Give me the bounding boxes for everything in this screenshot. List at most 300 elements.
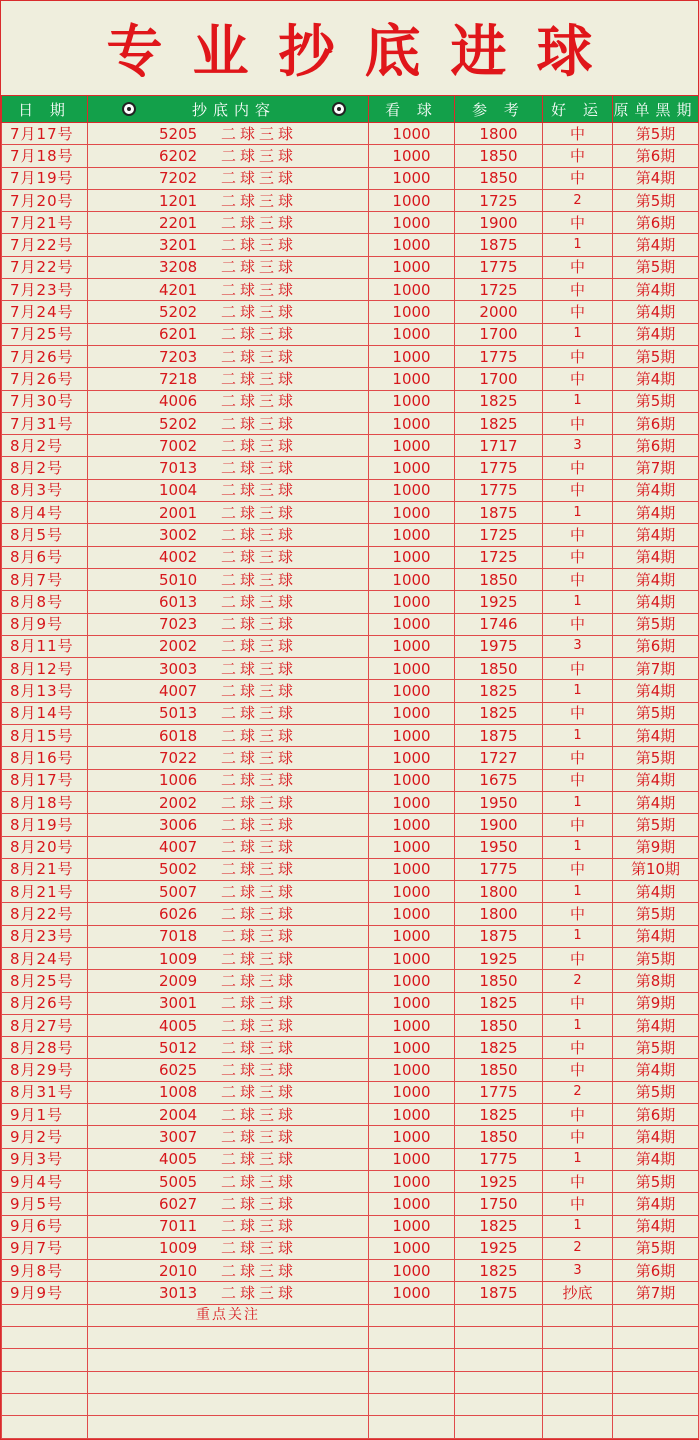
match-code: 2002 (158, 637, 198, 656)
table-row (2, 479, 699, 501)
table-row (2, 345, 699, 367)
match-code: 1008 (158, 1083, 198, 1102)
luck-cell: 1 (543, 390, 613, 412)
ref-cell: 1700 (455, 323, 543, 345)
bet-type: 二球三球 (220, 325, 297, 344)
match-code: 2009 (158, 971, 198, 990)
bet-type: 二球三球 (220, 838, 297, 857)
date-cell: 7月31号 (2, 412, 88, 434)
table-row (2, 212, 699, 234)
date-cell: 9月3号 (2, 1148, 88, 1170)
table-row (2, 1059, 699, 1081)
match-code: 7218 (158, 369, 198, 388)
date-cell: 8月31号 (2, 1081, 88, 1103)
look-cell: 1000 (369, 970, 455, 992)
match-code: 6027 (158, 1194, 198, 1213)
date-cell: 8月21号 (2, 858, 88, 880)
table-row (2, 881, 699, 903)
table-row (2, 903, 699, 925)
ref-cell: 1925 (455, 947, 543, 969)
look-cell: 1000 (369, 658, 455, 680)
empty-cell (369, 1349, 455, 1371)
table-row (2, 546, 699, 568)
bet-type: 二球三球 (220, 704, 297, 723)
issue-cell: 第4期 (613, 725, 699, 747)
ref-cell: 1800 (455, 123, 543, 145)
bet-type: 二球三球 (220, 1038, 297, 1057)
ref-cell: 1875 (455, 925, 543, 947)
ref-cell: 1727 (455, 747, 543, 769)
issue-cell: 第5期 (613, 814, 699, 836)
empty-row (2, 1349, 699, 1371)
luck-cell: 2 (543, 1081, 613, 1103)
ref-cell: 1850 (455, 1059, 543, 1081)
bet-type: 二球三球 (220, 503, 297, 522)
match-code: 6025 (158, 1061, 198, 1080)
empty-cell (455, 1304, 543, 1326)
date-cell: 9月4号 (2, 1170, 88, 1192)
table-row (2, 189, 699, 211)
ref-cell: 1725 (455, 546, 543, 568)
ref-cell: 1925 (455, 591, 543, 613)
bet-type: 二球三球 (220, 191, 297, 210)
bet-type: 二球三球 (220, 615, 297, 634)
date-cell: 8月3号 (2, 479, 88, 501)
match-code: 2001 (158, 503, 198, 522)
bet-type: 二球三球 (220, 905, 297, 924)
date-cell: 8月22号 (2, 903, 88, 925)
look-cell: 1000 (369, 123, 455, 145)
table-row (2, 992, 699, 1014)
content-cell (88, 145, 369, 167)
issue-cell: 第5期 (613, 1037, 699, 1059)
content-cell (88, 836, 369, 858)
content-cell (88, 524, 369, 546)
match-code: 5005 (158, 1172, 198, 1191)
match-code: 3208 (158, 258, 198, 277)
bet-type: 二球三球 (220, 771, 297, 790)
look-cell: 1000 (369, 234, 455, 256)
note-row (2, 1304, 699, 1326)
look-cell: 1000 (369, 1282, 455, 1304)
issue-cell: 第5期 (613, 702, 699, 724)
ref-cell: 1850 (455, 658, 543, 680)
table-row (2, 123, 699, 145)
look-cell: 1000 (369, 301, 455, 323)
bet-type: 二球三球 (220, 860, 297, 879)
issue-cell: 第5期 (613, 947, 699, 969)
content-cell (88, 613, 369, 635)
look-cell: 1000 (369, 412, 455, 434)
issue-cell: 第4期 (613, 368, 699, 390)
date-cell: 9月5号 (2, 1193, 88, 1215)
luck-cell: 中 (543, 814, 613, 836)
date-cell: 8月6号 (2, 546, 88, 568)
issue-cell: 第9期 (613, 992, 699, 1014)
look-cell: 1000 (369, 189, 455, 211)
note-cell: 重点关注 (88, 1304, 369, 1326)
content-cell (88, 1193, 369, 1215)
issue-cell: 第6期 (613, 145, 699, 167)
look-cell: 1000 (369, 725, 455, 747)
content-cell (88, 189, 369, 211)
look-cell: 1000 (369, 568, 455, 590)
date-cell: 8月16号 (2, 747, 88, 769)
bet-type: 二球三球 (220, 213, 297, 232)
match-code: 3201 (158, 236, 198, 255)
bet-type: 二球三球 (220, 525, 297, 544)
luck-cell: 中 (543, 212, 613, 234)
bet-type: 二球三球 (220, 682, 297, 701)
date-cell: 7月20号 (2, 189, 88, 211)
issue-cell: 第5期 (613, 189, 699, 211)
empty-row (2, 1393, 699, 1415)
table-row (2, 1126, 699, 1148)
table-row (2, 925, 699, 947)
ref-cell: 1825 (455, 1104, 543, 1126)
date-cell: 8月23号 (2, 925, 88, 947)
date-cell: 7月17号 (2, 123, 88, 145)
luck-cell: 2 (543, 1237, 613, 1259)
luck-cell: 抄底 (543, 1282, 613, 1304)
content-cell (88, 881, 369, 903)
date-cell: 8月15号 (2, 725, 88, 747)
ref-cell: 1975 (455, 635, 543, 657)
table-row (2, 457, 699, 479)
look-cell: 1000 (369, 1081, 455, 1103)
ref-cell: 1875 (455, 1282, 543, 1304)
content-cell (88, 1037, 369, 1059)
table-row (2, 747, 699, 769)
luck-cell: 中 (543, 279, 613, 301)
look-cell: 1000 (369, 791, 455, 813)
ref-cell: 1800 (455, 881, 543, 903)
ref-cell: 1725 (455, 279, 543, 301)
empty-cell (543, 1393, 613, 1415)
date-cell: 7月19号 (2, 167, 88, 189)
empty-cell (455, 1416, 543, 1438)
bet-type: 二球三球 (220, 1284, 297, 1303)
content-cell (88, 345, 369, 367)
match-code: 7022 (158, 748, 198, 767)
match-code: 5013 (158, 704, 198, 723)
empty-cell (613, 1304, 699, 1326)
ref-cell: 1825 (455, 702, 543, 724)
luck-cell: 1 (543, 1014, 613, 1036)
empty-cell (2, 1327, 88, 1349)
table-row (2, 814, 699, 836)
date-cell: 9月7号 (2, 1237, 88, 1259)
date-cell: 8月9号 (2, 613, 88, 635)
table-row (2, 1282, 699, 1304)
ref-cell: 1725 (455, 524, 543, 546)
look-cell: 1000 (369, 769, 455, 791)
table-row (2, 502, 699, 524)
match-code: 3003 (158, 659, 198, 678)
match-code: 4007 (158, 838, 198, 857)
date-cell: 8月24号 (2, 947, 88, 969)
empty-cell (543, 1349, 613, 1371)
ref-cell: 1925 (455, 1237, 543, 1259)
look-cell: 1000 (369, 524, 455, 546)
date-cell: 7月26号 (2, 345, 88, 367)
match-code: 2201 (158, 213, 198, 232)
match-code: 1009 (158, 1239, 198, 1258)
bet-type: 二球三球 (220, 1128, 297, 1146)
table-row (2, 1170, 699, 1192)
luck-cell: 中 (543, 1059, 613, 1081)
content-cell (88, 412, 369, 434)
date-cell: 8月28号 (2, 1037, 88, 1059)
bet-type: 二球三球 (220, 815, 297, 834)
look-cell: 1000 (369, 390, 455, 412)
look-cell: 1000 (369, 368, 455, 390)
table-row (2, 791, 699, 813)
table-row (2, 970, 699, 992)
empty-cell (543, 1416, 613, 1438)
table-row (2, 145, 699, 167)
bet-type: 二球三球 (220, 236, 297, 255)
look-cell: 1000 (369, 858, 455, 880)
ref-cell: 1700 (455, 368, 543, 390)
empty-cell (455, 1393, 543, 1415)
empty-cell (369, 1416, 455, 1438)
look-cell: 1000 (369, 1148, 455, 1170)
issue-cell: 第4期 (613, 167, 699, 189)
date-cell: 8月18号 (2, 791, 88, 813)
issue-cell: 第4期 (613, 502, 699, 524)
date-cell: 7月23号 (2, 279, 88, 301)
bet-type: 二球三球 (220, 1083, 297, 1102)
date-cell: 7月26号 (2, 368, 88, 390)
look-cell: 1000 (369, 1237, 455, 1259)
bet-type: 二球三球 (220, 369, 297, 388)
match-code: 3007 (158, 1128, 198, 1146)
ref-cell: 1800 (455, 903, 543, 925)
date-cell: 7月21号 (2, 212, 88, 234)
content-cell (88, 992, 369, 1014)
issue-cell: 第4期 (613, 479, 699, 501)
date-cell: 8月14号 (2, 702, 88, 724)
date-cell: 8月27号 (2, 1014, 88, 1036)
date-cell: 7月18号 (2, 145, 88, 167)
issue-cell: 第5期 (613, 903, 699, 925)
empty-cell (2, 1393, 88, 1415)
look-cell: 1000 (369, 613, 455, 635)
date-cell: 8月26号 (2, 992, 88, 1014)
content-cell (88, 680, 369, 702)
match-code: 5205 (158, 124, 198, 143)
table-row (2, 279, 699, 301)
match-code: 5007 (158, 882, 198, 901)
ref-cell: 1825 (455, 1037, 543, 1059)
luck-cell: 1 (543, 836, 613, 858)
date-cell: 7月24号 (2, 301, 88, 323)
table-row (2, 368, 699, 390)
issue-cell: 第5期 (613, 1170, 699, 1192)
date-cell: 7月30号 (2, 390, 88, 412)
table-row (2, 234, 699, 256)
issue-cell: 第5期 (613, 747, 699, 769)
issue-cell: 第6期 (613, 635, 699, 657)
bet-type: 二球三球 (220, 592, 297, 611)
content-cell (88, 903, 369, 925)
content-cell (88, 279, 369, 301)
issue-cell: 第5期 (613, 1081, 699, 1103)
table-row (2, 1260, 699, 1282)
bet-type: 二球三球 (220, 169, 297, 188)
content-cell (88, 747, 369, 769)
content-cell (88, 546, 369, 568)
look-cell: 1000 (369, 323, 455, 345)
content-cell (88, 390, 369, 412)
issue-cell: 第6期 (613, 435, 699, 457)
bet-type: 二球三球 (220, 124, 297, 143)
content-cell (88, 925, 369, 947)
date-cell: 9月1号 (2, 1104, 88, 1126)
match-code: 3002 (158, 525, 198, 544)
ref-cell: 1675 (455, 769, 543, 791)
match-code: 7018 (158, 927, 198, 946)
issue-cell: 第4期 (613, 1014, 699, 1036)
date-cell: 8月17号 (2, 769, 88, 791)
empty-cell (613, 1349, 699, 1371)
match-code: 7011 (158, 1217, 198, 1236)
bet-type: 二球三球 (220, 882, 297, 901)
luck-cell: 中 (543, 479, 613, 501)
luck-cell: 中 (543, 524, 613, 546)
table-row (2, 836, 699, 858)
content-cell (88, 970, 369, 992)
bet-type: 二球三球 (220, 994, 297, 1013)
look-cell: 1000 (369, 947, 455, 969)
header-ref: 参 考 (455, 96, 543, 123)
look-cell: 1000 (369, 992, 455, 1014)
table-row (2, 256, 699, 278)
look-cell: 1000 (369, 747, 455, 769)
ref-cell: 1775 (455, 479, 543, 501)
empty-cell (543, 1304, 613, 1326)
issue-cell: 第7期 (613, 658, 699, 680)
table-row (2, 1215, 699, 1237)
bet-type: 二球三球 (220, 414, 297, 433)
content-cell (88, 858, 369, 880)
luck-cell: 中 (543, 702, 613, 724)
issue-cell: 第4期 (613, 279, 699, 301)
issue-cell: 第7期 (613, 457, 699, 479)
content-cell (88, 502, 369, 524)
empty-cell (613, 1371, 699, 1393)
bet-type: 二球三球 (220, 481, 297, 500)
issue-cell: 第7期 (613, 1282, 699, 1304)
content-cell (88, 457, 369, 479)
empty-row (2, 1327, 699, 1349)
luck-cell: 3 (543, 1260, 613, 1282)
issue-cell: 第4期 (613, 881, 699, 903)
look-cell: 1000 (369, 1260, 455, 1282)
empty-cell (88, 1416, 369, 1438)
look-cell: 1000 (369, 167, 455, 189)
look-cell: 1000 (369, 1059, 455, 1081)
bet-type: 二球三球 (220, 726, 297, 745)
match-code: 4007 (158, 682, 198, 701)
match-code: 5012 (158, 1038, 198, 1057)
content-cell (88, 435, 369, 457)
luck-cell: 中 (543, 903, 613, 925)
empty-cell (88, 1327, 369, 1349)
match-code: 3006 (158, 815, 198, 834)
date-cell: 8月20号 (2, 836, 88, 858)
content-cell (88, 256, 369, 278)
table-row (2, 1081, 699, 1103)
look-cell: 1000 (369, 145, 455, 167)
issue-cell: 第4期 (613, 1193, 699, 1215)
date-cell: 8月29号 (2, 1059, 88, 1081)
ref-cell: 1717 (455, 435, 543, 457)
content-cell (88, 658, 369, 680)
table-row (2, 301, 699, 323)
luck-cell: 中 (543, 1193, 613, 1215)
match-code: 6013 (158, 592, 198, 611)
luck-cell: 1 (543, 1215, 613, 1237)
match-code: 2002 (158, 793, 198, 812)
issue-cell: 第9期 (613, 836, 699, 858)
issue-cell: 第5期 (613, 345, 699, 367)
table-row (2, 524, 699, 546)
empty-cell (88, 1393, 369, 1415)
bet-type: 二球三球 (220, 459, 297, 478)
content-cell (88, 591, 369, 613)
table-row (2, 412, 699, 434)
empty-cell (369, 1393, 455, 1415)
luck-cell: 中 (543, 1170, 613, 1192)
ref-cell: 1750 (455, 1193, 543, 1215)
table-row (2, 1104, 699, 1126)
ref-cell: 1825 (455, 992, 543, 1014)
issue-cell: 第4期 (613, 925, 699, 947)
empty-cell (2, 1416, 88, 1438)
look-cell: 1000 (369, 1104, 455, 1126)
results-table (1, 95, 699, 1439)
issue-cell: 第4期 (613, 1059, 699, 1081)
ref-cell: 2000 (455, 301, 543, 323)
date-cell: 8月19号 (2, 814, 88, 836)
content-cell (88, 479, 369, 501)
look-cell: 1000 (369, 479, 455, 501)
issue-cell: 第4期 (613, 524, 699, 546)
ref-cell: 1900 (455, 212, 543, 234)
luck-cell: 中 (543, 345, 613, 367)
content-cell (88, 814, 369, 836)
table-row (2, 947, 699, 969)
header-issue: 原单黑期 (613, 96, 699, 123)
date-cell: 8月25号 (2, 970, 88, 992)
look-cell: 1000 (369, 591, 455, 613)
empty-row (2, 1416, 699, 1438)
luck-cell: 中 (543, 301, 613, 323)
match-code: 4002 (158, 548, 198, 567)
table-row (2, 702, 699, 724)
luck-cell: 3 (543, 435, 613, 457)
luck-cell: 1 (543, 881, 613, 903)
content-cell (88, 167, 369, 189)
issue-cell: 第4期 (613, 591, 699, 613)
ref-cell: 1825 (455, 1260, 543, 1282)
content-cell (88, 1126, 369, 1148)
date-cell: 7月22号 (2, 234, 88, 256)
bet-type: 二球三球 (220, 303, 297, 322)
luck-cell: 2 (543, 189, 613, 211)
